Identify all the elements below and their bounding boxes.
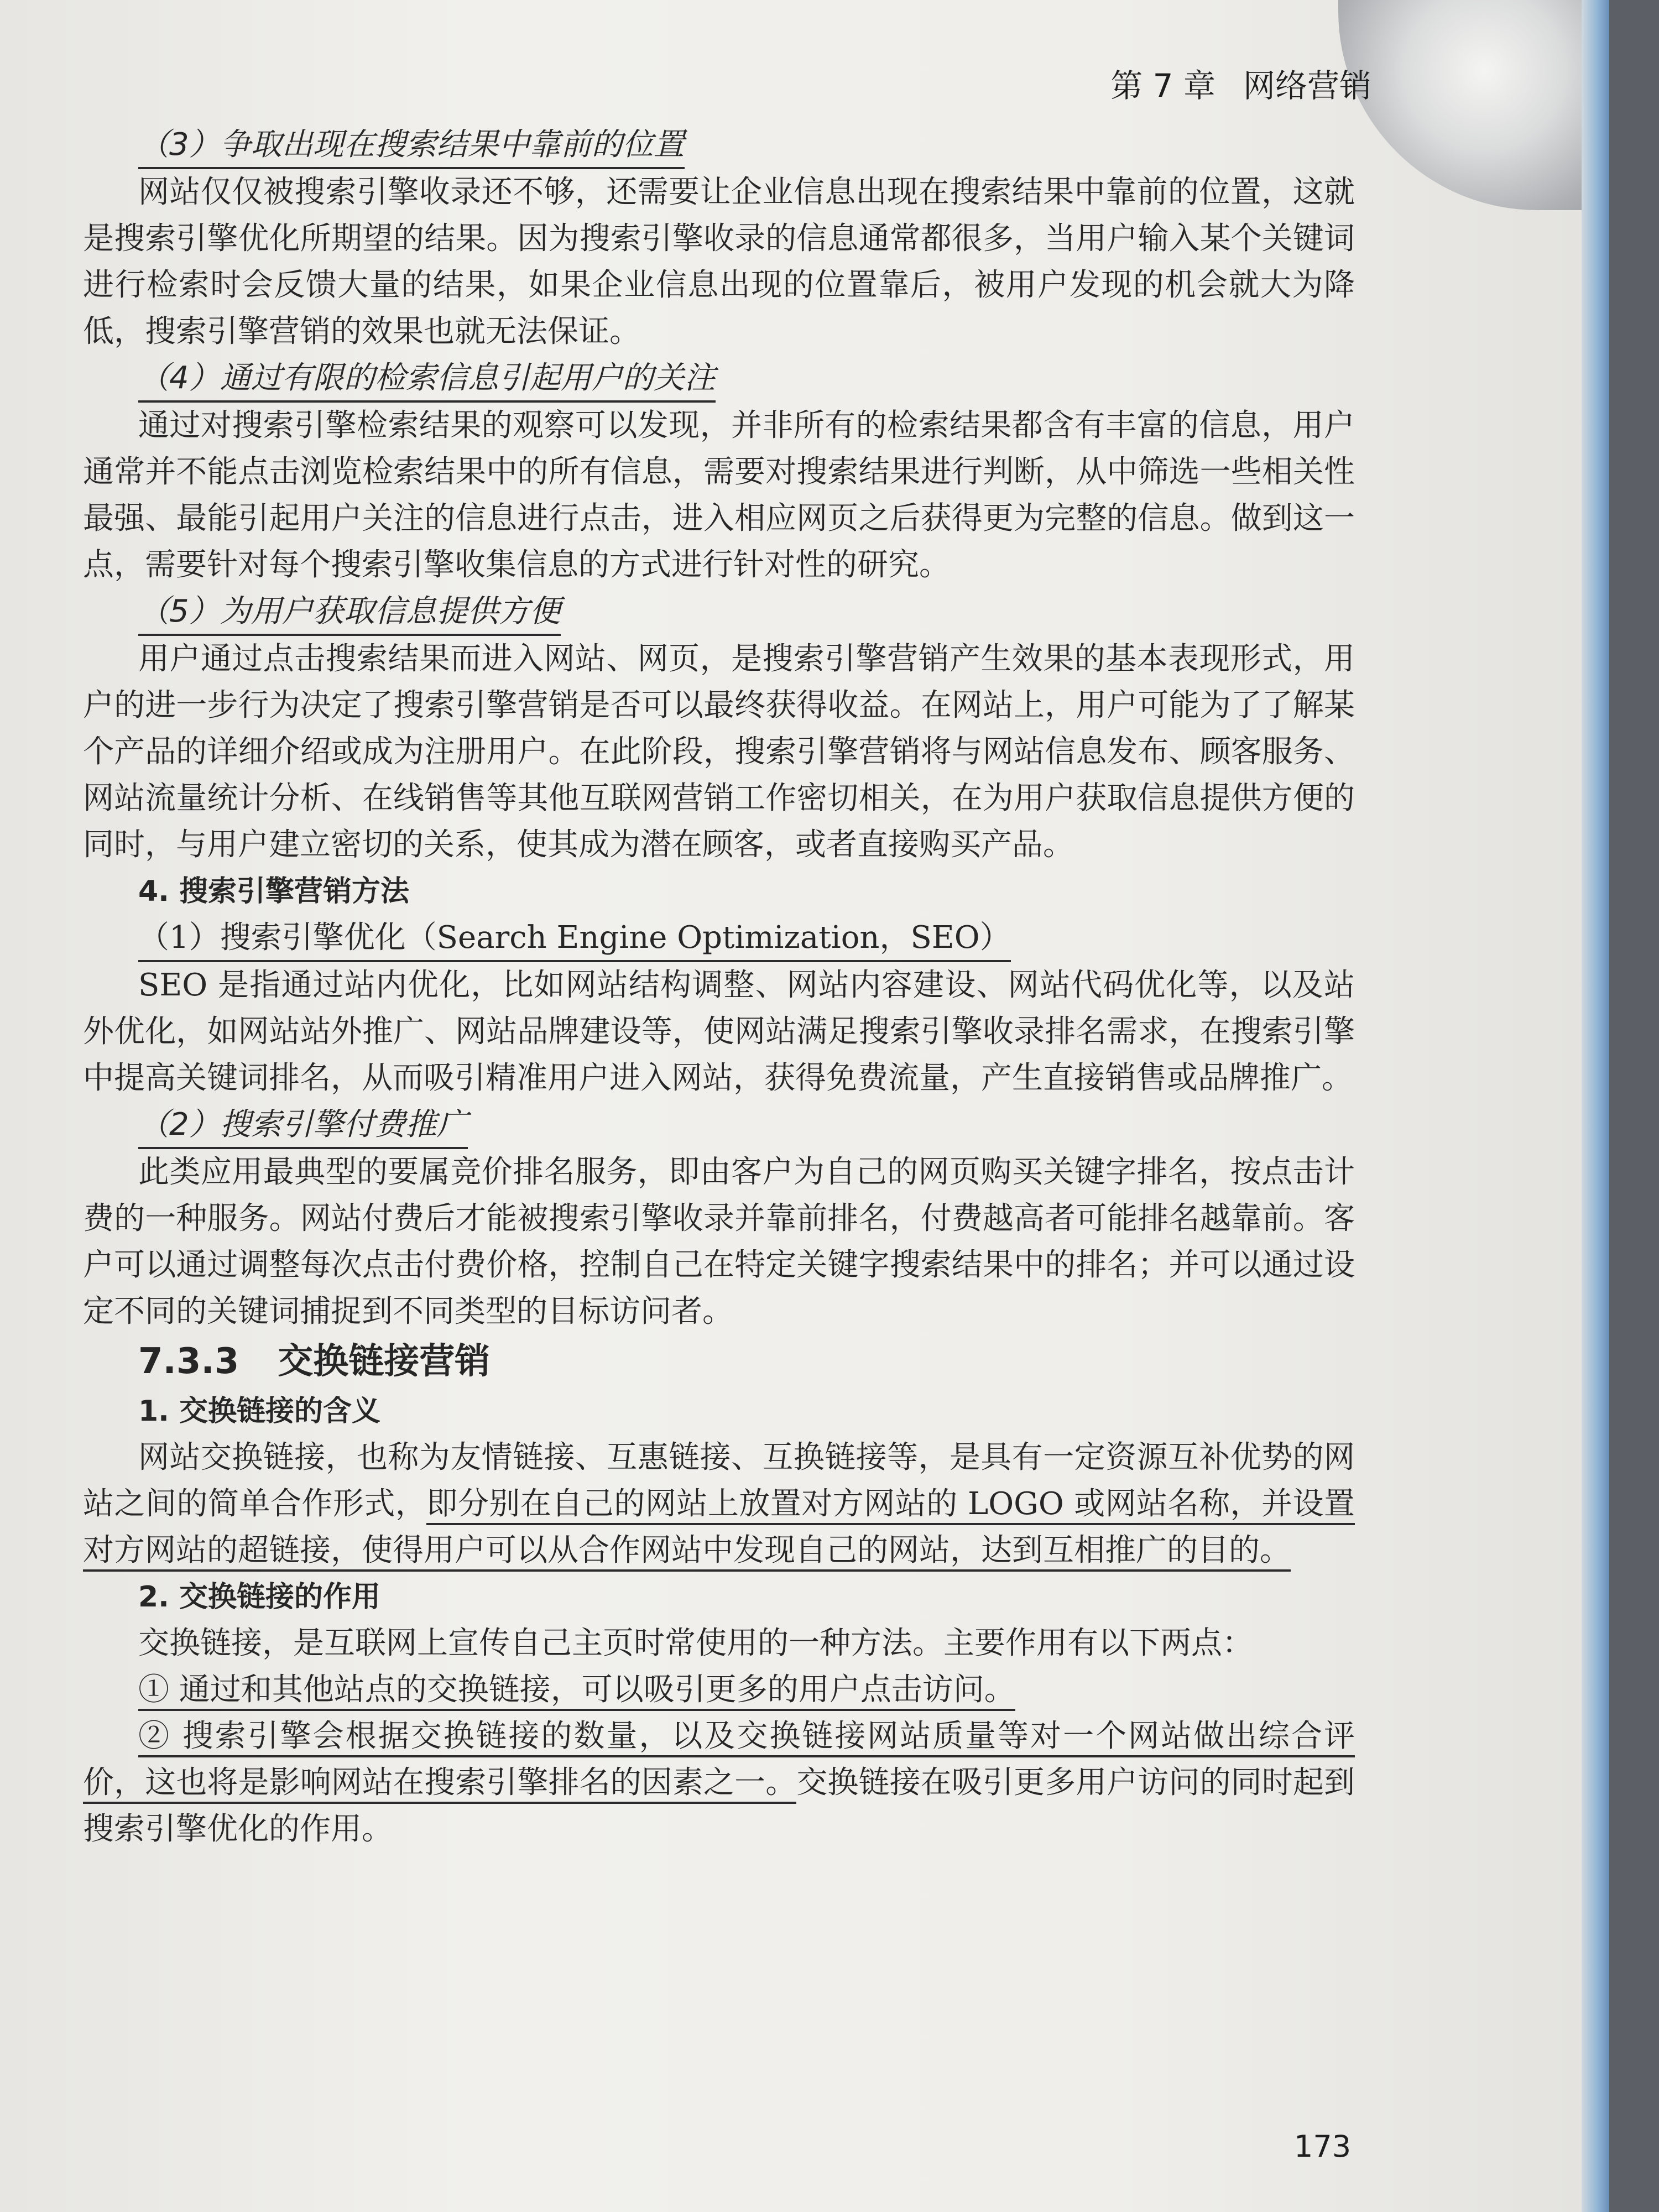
method-1-body: SEO 是指通过站内优化，比如网站结构调整、网站内容建设、网站代码优化等，以及站外优化，如网站站外推广、网站品牌建设等，使网站满足搜索引擎收录排名需求，在搜索引擎中提高关键词排名，从而吸引精准用户进入网站，获得免费流量，产生直接销售或品牌推广。 xyxy=(83,967,1355,1096)
page-body xyxy=(83,122,1355,1853)
method-1-title: （1）搜索引擎优化（Search Engine Optimization，SEO） xyxy=(83,915,1355,962)
background-surface xyxy=(1609,0,1659,2212)
chapter-decoration-image xyxy=(1338,0,1582,210)
paragraph-3: 网站仅仅被搜索引擎收录还不够，还需要让企业信息出现在搜索结果中靠前的位置，这就是搜索引擎优化所期望的结果。因为搜索引擎收录的信息通常都很多，当用户输入某个关键词进行检索时会反馈大量的结果，如果企业信息出现的位置靠后，被用户发现的机会就大为降低，搜索引擎营销的效果也就无法保证。 xyxy=(83,174,1355,349)
section-heading xyxy=(83,1335,1355,1388)
subheading-3: （3）争取出现在搜索结果中靠前的位置 xyxy=(83,122,1355,169)
underlined-passage: 即分别在自己的网站上放置对方网站的 LOGO 或网站名称，并设置对方网站的超链接，使得用户可以从合作网站中发现自己的网站，达到互相推广的目的。 xyxy=(83,1486,1355,1572)
section-number: 7.3.3 xyxy=(138,1341,239,1382)
chapter-number: 第 7 章 xyxy=(1110,67,1215,105)
function-item-2: ② 搜索引擎会根据交换链接的数量，以及交换链接网站质量等对一个网站做出综合评价，这也将是影响网站在搜索引擎排名的因素之一。交换链接在吸引更多用户访问的同时起到搜索引擎优化的作用。 xyxy=(83,1718,1355,1847)
section-title: 交换链接营销 xyxy=(278,1341,491,1382)
running-header xyxy=(1110,60,1371,106)
paragraph-5: 用户通过点击搜索结果而进入网站、网页，是搜索引擎营销产生效果的基本表现形式，用户的进一步行为决定了搜索引擎营销是否可以最终获得收益。在网站上，用户可能为了了解某个产品的详细介绍或成为注册用户。在此阶段，搜索引擎营销将与网站信息发布、顾客服务、网站流量统计分析、在线销售等其他互联网营销工作密切相关，在为用户获取信息提供方便的同时，与用户建立密切的关系，使其成为潜在顾客，或者直接购买产品。 xyxy=(83,641,1355,863)
subheading-4: （4）通过有限的检索信息引起用户的关注 xyxy=(83,355,1355,403)
subheading-5: （5）为用户获取信息提供方便 xyxy=(83,588,1355,636)
meaning-paragraph: 网站交换链接，也称为友情链接、互惠链接、互换链接等，是具有一定资源互补优势的网站之间的简单合作形式，即分别在自己的网站上放置对方网站的 LOGO 或网站名称，并设置对方网站的超链接，使得用户可以从合作网站中发现自己的网站，达到互相推广的目的。 xyxy=(83,1434,1355,1574)
method-2-body: 此类应用最典型的要属竞价排名服务，即由客户为自己的网页购买关键字排名，按点击计费的一种服务。网站付费后才能被搜索引擎收录并靠前排名，付费越高者可能排名越靠前。客户可以通过调整每次点击付费价格，控制自己在特定关键字搜索结果中的排名；并可以通过设定不同的关键词捕捉到不同类型的目标访问者。 xyxy=(83,1154,1355,1329)
heading-meaning: 1. 交换链接的含义 xyxy=(138,1395,381,1428)
page-number: 173 xyxy=(1294,2129,1352,2164)
function-intro: 交换链接，是互联网上宣传自己主页时常使用的一种方法。主要作用有以下两点： xyxy=(138,1625,1253,1661)
heading-function: 2. 交换链接的作用 xyxy=(138,1580,381,1614)
method-2-title: （2）搜索引擎付费推广 xyxy=(83,1102,1355,1149)
paragraph-4: 通过对搜索引擎检索结果的观察可以发现，并非所有的检索结果都含有丰富的信息，用户通常并不能点击浏览检索结果中的所有信息，需要对搜索结果进行判断，从中筛选一些相关性最强、最能引起用户关注的信息进行点击，进入相应网页之后获得更为完整的信息。做到这一点，需要针对每个搜索引擎收集信息的方式进行针对性的研究。 xyxy=(83,408,1355,583)
heading-methods: 4. 搜索引擎营销方法 xyxy=(138,875,410,908)
function-item-1: ① 通过和其他站点的交换链接，可以吸引更多的用户点击访问。 xyxy=(83,1667,1355,1713)
book-edge xyxy=(1582,0,1609,2212)
chapter-title: 网络营销 xyxy=(1243,67,1371,105)
